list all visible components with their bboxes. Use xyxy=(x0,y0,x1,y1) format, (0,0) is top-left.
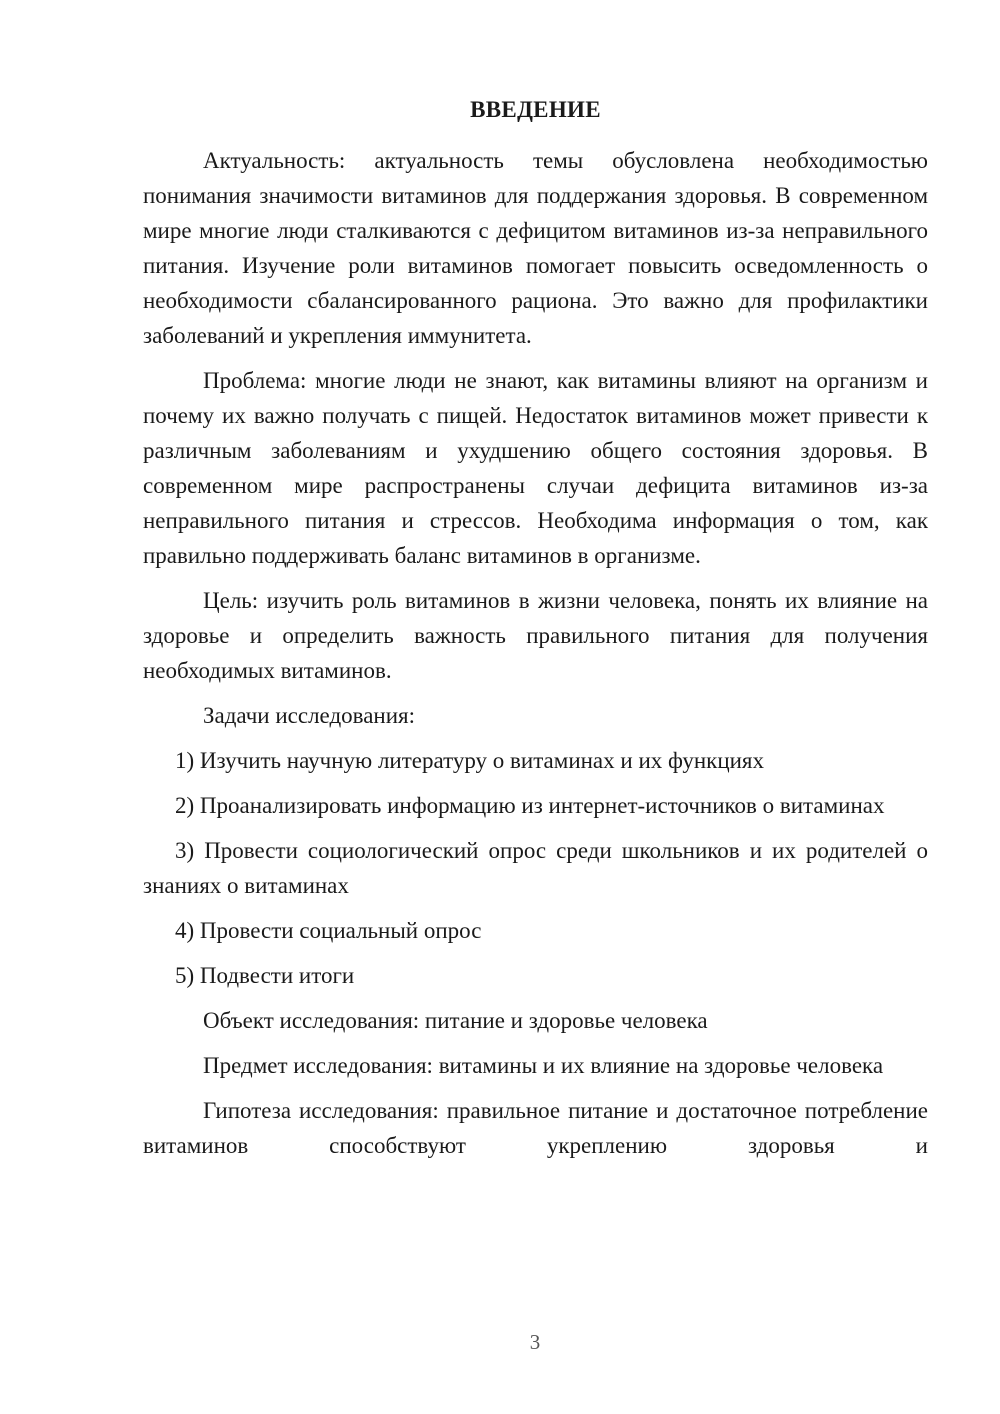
goal-paragraph: Цель: изучить роль витаминов в жизни человека, понять их влияние на здоровье и определить важность правильного питания для получения необходимых витаминов. xyxy=(143,588,928,683)
page-title: ВВЕДЕНИЕ xyxy=(470,97,601,122)
relevance-paragraph: Актуальность: актуальность темы обусловлена необходимостью понимания значимости витаминов для поддержания здоровья. В современном мире многие люди сталкиваются с дефицитом витаминов из-за неправильного питания. Изучение роли витаминов помогает повысить осведомленность о необходимости сбалансированного рациона. Это важно для профилактики заболеваний и укрепления иммунитета. xyxy=(143,148,928,348)
tasks-heading: Задачи исследования: xyxy=(203,703,416,728)
subject-paragraph: Предмет исследования: витамины и их влияние на здоровье человека xyxy=(203,1053,884,1078)
page-content xyxy=(143,92,928,1173)
task-item-3: 3) Провести социологический опрос среди школьников и их родителей о знаниях о витаминах xyxy=(143,838,928,898)
problem-paragraph: Проблема: многие люди не знают, как витамины влияют на организм и почему их важно получать с пищей. Недостаток витаминов может привести к различным заболеваниям и ухудшению общего состояния здоровья. В современном мире распространены случаи дефицита витаминов из-за неправильного питания и стрессов. Необходима информация о том, как правильно поддерживать баланс витаминов в организме. xyxy=(143,368,928,568)
task-item-4: 4) Провести социальный опрос xyxy=(175,918,482,943)
task-item-1: 1) Изучить научную литературу о витаминах и их функциях xyxy=(175,748,765,773)
task-item-5: 5) Подвести итоги xyxy=(175,963,355,988)
object-paragraph: Объект исследования: питание и здоровье человека xyxy=(203,1008,708,1033)
page-number: 3 xyxy=(529,1330,541,1354)
task-item-2: 2) Проанализировать информацию из интернет-источников о витаминах xyxy=(175,793,885,818)
hypothesis-paragraph: Гипотеза исследования: правильное питание и достаточное потребление витаминов способствуют укреплению здоровья и xyxy=(143,1098,928,1158)
